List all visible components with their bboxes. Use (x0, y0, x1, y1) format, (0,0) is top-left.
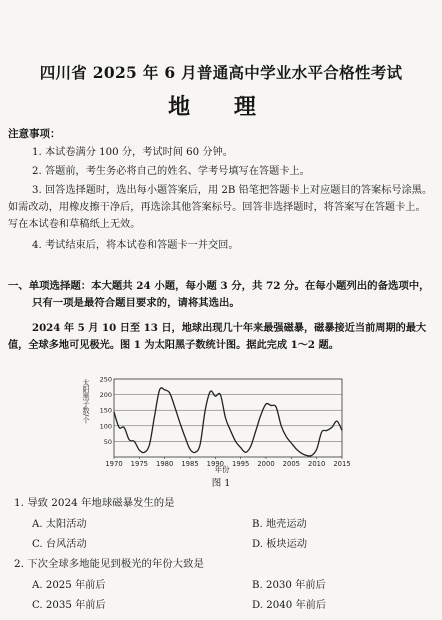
x-tick-label: 2000 (257, 460, 275, 468)
x-tick-label: 1975 (130, 460, 148, 468)
notice-item-4: 4. 考试结束后，将本试卷和答题卡一并交回。 (32, 240, 239, 251)
notice-item-2: 2. 答题前，考生务必将自己的姓名、学考号填写在答题卡上。 (32, 166, 310, 177)
section-heading-line-1: 一、单项选择题：本大题共 24 小题，每小题 3 分，共 72 分。在每小题列出的备选项中， (8, 280, 430, 292)
notice-item-1: 1. 本试卷满分 100 分，考试时间 60 分钟。 (32, 147, 233, 158)
q1-option-c[interactable]: C. 台风活动 (32, 539, 87, 550)
x-tick-label: 1980 (156, 460, 174, 468)
section-heading-line-2: 只有一项是最符合题目要求的，请将其选出。 (32, 297, 240, 309)
q1-option-a[interactable]: A. 太阳活动 (32, 519, 87, 530)
subject-title: 地 理 (168, 94, 274, 120)
x-tick-label: 2005 (282, 460, 300, 468)
q2-option-a[interactable]: A. 2025 年前后 (32, 580, 106, 591)
x-tick-label: 1970 (105, 460, 123, 468)
chart-frame (114, 379, 342, 457)
q2-option-c[interactable]: C. 2035 年前后 (32, 600, 106, 611)
sunspot-series-line (114, 388, 342, 456)
y-tick-label: 200 (99, 391, 112, 400)
q1-option-d[interactable]: D. 板块运动 (252, 539, 308, 550)
chart-y-ticks (100, 376, 112, 446)
y-tick-label: 50 (103, 437, 112, 446)
y-tick-label: 250 (99, 375, 112, 384)
question-stem: 2024 年 5 月 10 日至 13 日，地球出现几十年来最强磁暴，磁暴接近当前周期的最大值，全球多地可见极光。图 1 为太阳黑子数统计图。据此完成 1～2 题。 (8, 322, 427, 351)
notice-item-3: 3. 回答选择题时，选出每小题答案后，用 2B 铅笔把答题卡上对应题目的答案标号涂黑。如需改动，用橡皮擦干净后，再选涂其他答案标号。回答非选择题时，将答案写在答题卡上。写在本试卷和草稿纸上无效。 (8, 185, 433, 230)
y-tick-label: 150 (99, 406, 112, 415)
exam-title: 四川省 2025 年 6 月普通高中学业水平合格性考试 (39, 63, 403, 82)
x-tick-label: 1985 (181, 460, 199, 468)
question-1-stem: 1. 导致 2024 年地球磁暴发生的是 (14, 497, 175, 509)
x-tick-label: 2010 (308, 460, 326, 468)
x-tick-label: 1990 (206, 460, 224, 468)
x-tick-label: 2015 (333, 460, 351, 468)
chart-grid (114, 379, 342, 457)
q2-option-b[interactable]: B. 2030 年前后 (252, 580, 326, 591)
question-2-stem: 2. 下次全球多地能见到极光的年份大致是 (14, 558, 204, 570)
notice-heading: 注意事项： (8, 128, 61, 140)
q1-option-b[interactable]: B. 地壳运动 (252, 519, 307, 530)
figure-caption: 图 1 (211, 478, 231, 489)
q2-option-d[interactable]: D. 2040 年前后 (252, 600, 327, 611)
chart-x-label: 年份 (214, 465, 230, 474)
y-tick-label: 100 (99, 422, 112, 431)
sunspot-chart (80, 375, 352, 475)
section-heading (8, 278, 434, 312)
chart-y-label: 太阳黑子数/个 (82, 379, 90, 424)
x-tick-label: 1995 (232, 460, 250, 468)
